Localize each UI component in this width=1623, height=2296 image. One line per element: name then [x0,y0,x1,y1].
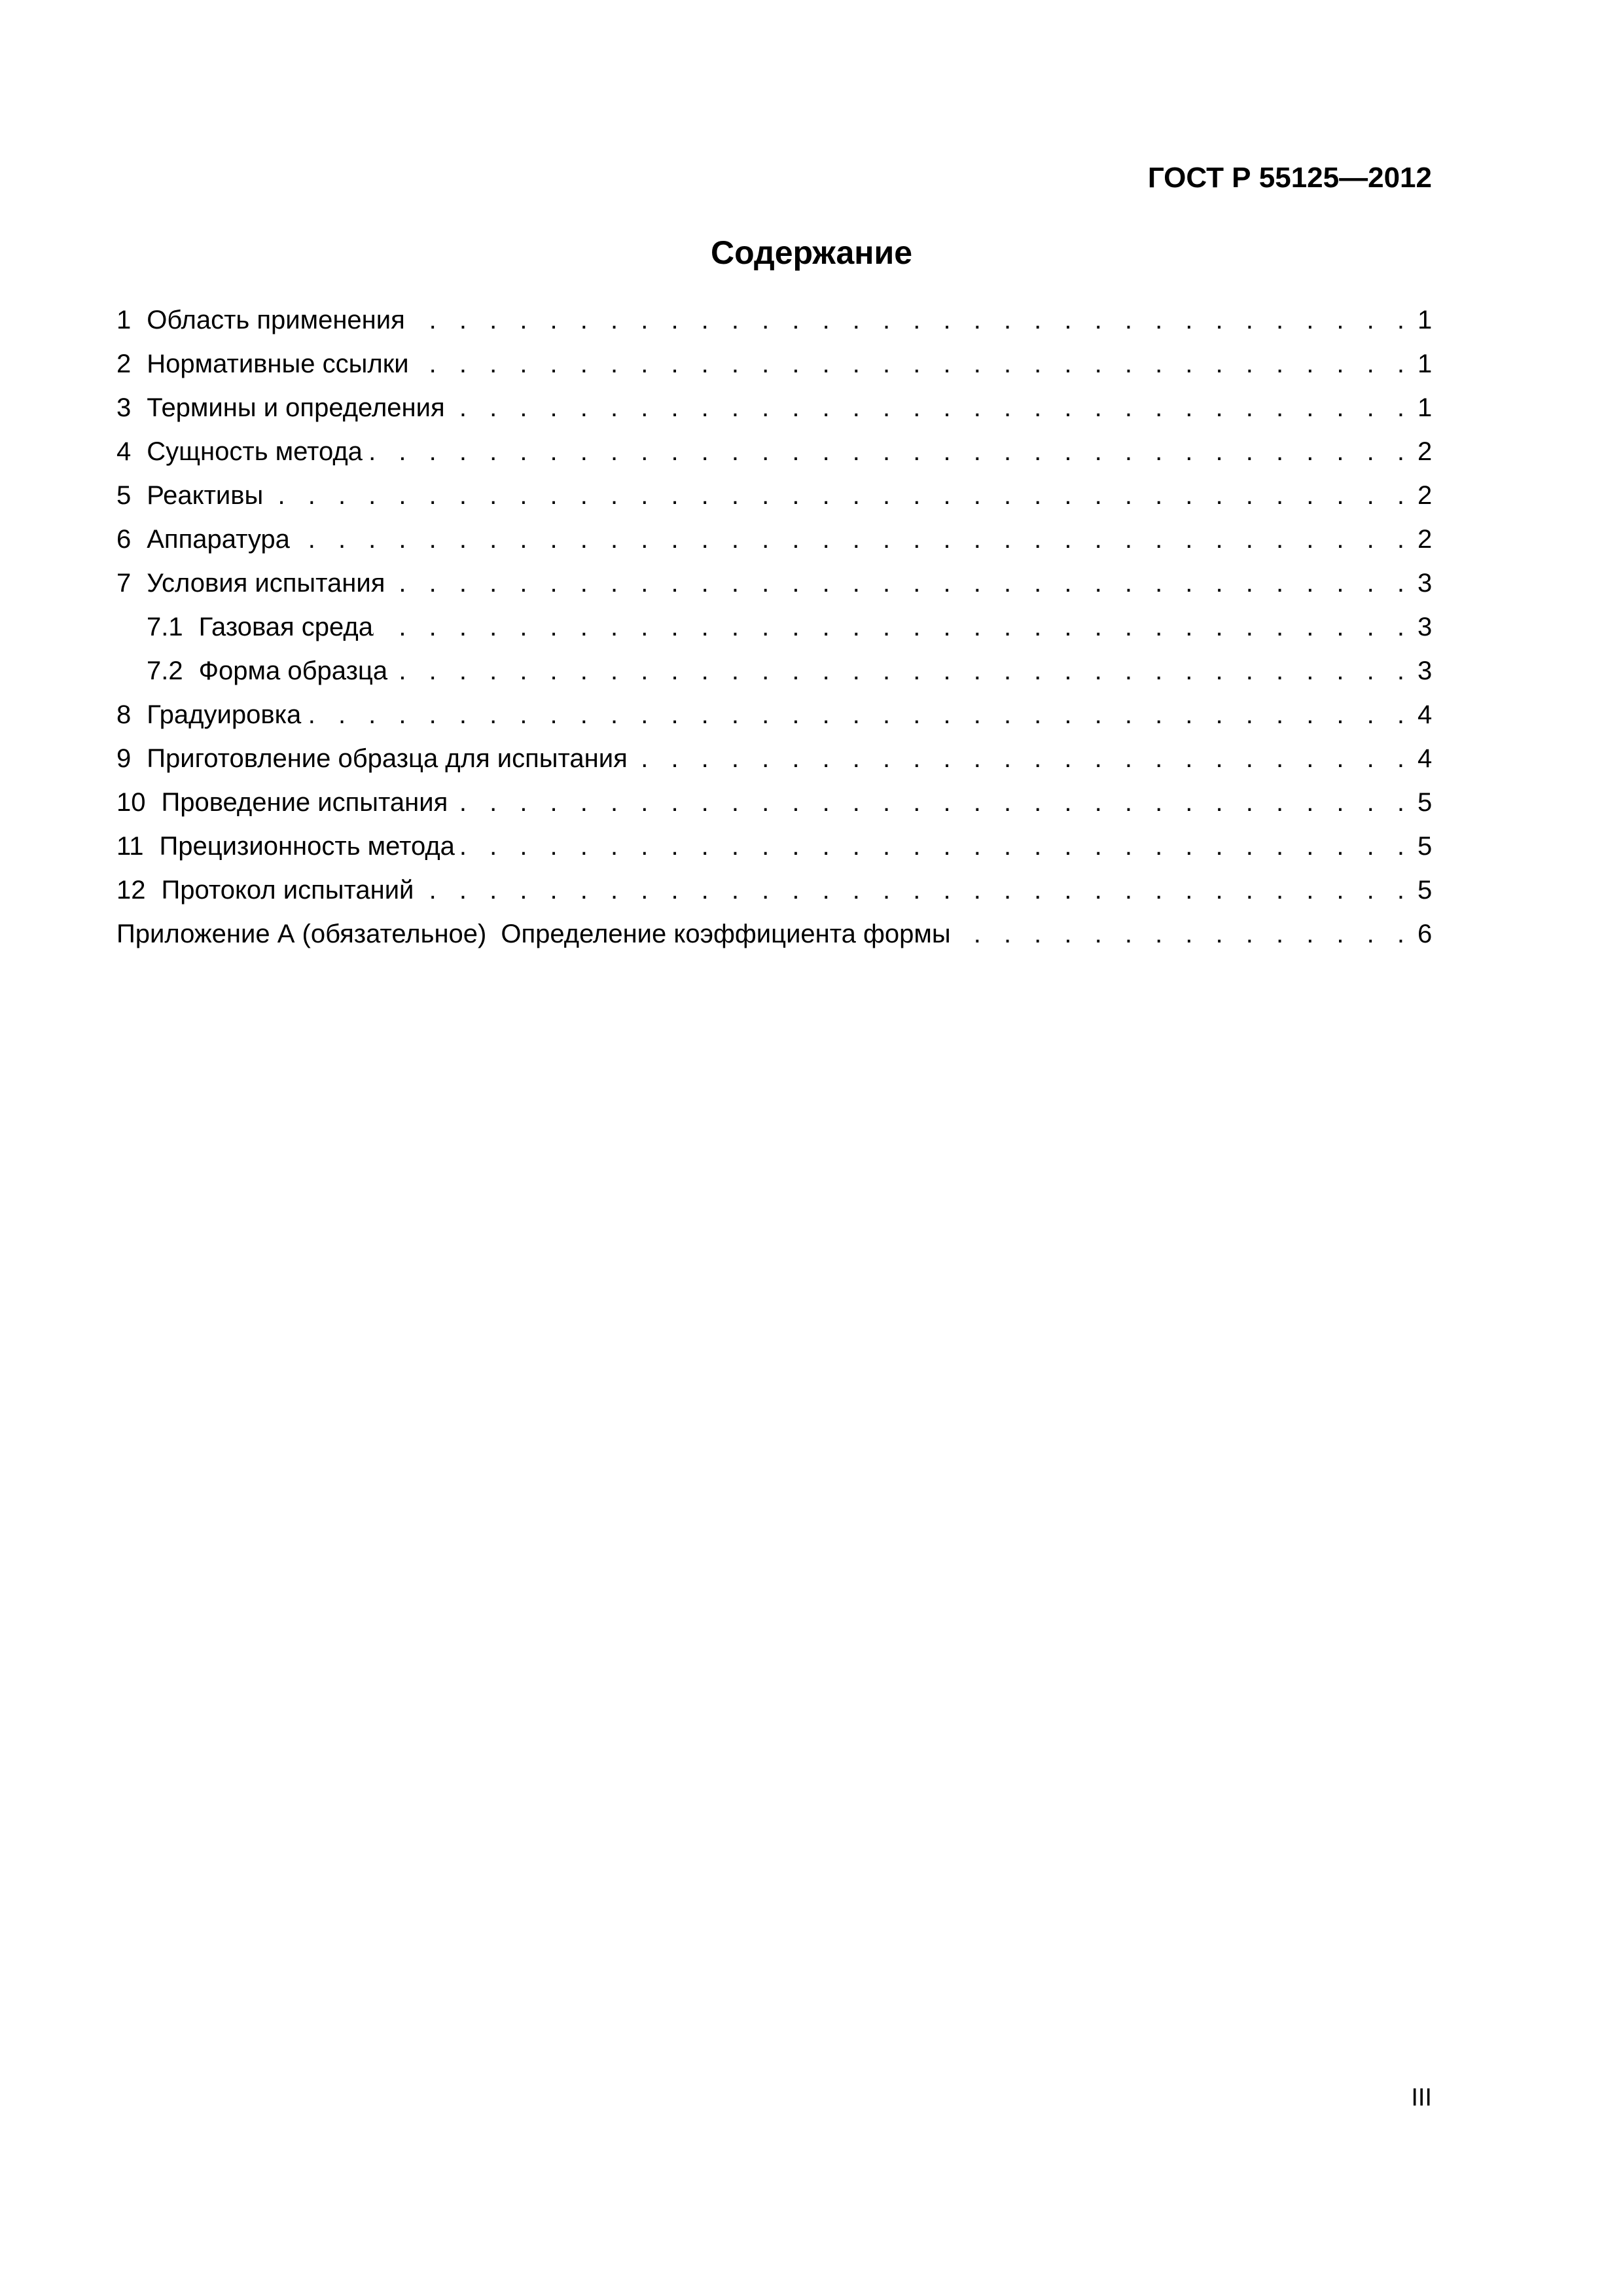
toc-entry-title: Термины и определения [147,393,445,422]
toc-leader-dots [385,562,1418,605]
toc-entry[interactable] [116,342,1432,386]
toc-leader-dots [951,912,1418,956]
toc-entry[interactable] [116,825,1432,869]
toc-entry-page: 3 [1418,656,1432,685]
toc-leader-dots [414,869,1418,912]
toc-entry[interactable] [116,474,1432,518]
toc-entry[interactable] [116,693,1432,737]
toc-entry-title: Приготовление образца для испытания [147,744,628,773]
toc-entry-number: 7.2 [147,656,183,685]
toc-entry-title: Газовая среда [198,613,373,641]
toc-entry-page: 5 [1418,788,1432,817]
toc-entry-title: Условия испытания [147,569,385,598]
toc-entry-number: 10 [116,788,146,817]
toc-appendix-title: Определение коэффициента формы [501,920,951,948]
toc-entry-page: 5 [1418,876,1432,905]
toc-leader-dots [628,737,1418,781]
toc-leader-dots [387,649,1418,693]
toc-subentry[interactable] [116,649,1432,693]
page-number: III [1411,2084,1432,2111]
toc-entry-number: 1 [116,306,132,334]
toc-entry[interactable] [116,737,1432,781]
toc-entry-title: Нормативные ссылки [147,350,409,378]
toc-entry-number: 2 [116,350,132,378]
toc-entry-title: Аппаратура [147,525,290,554]
toc-entry-number: 7 [116,569,132,598]
toc-entry-title: Область применения [147,306,405,334]
toc-leader-dots [290,518,1418,562]
toc-entry-page: 2 [1418,525,1432,554]
toc-entry-number: 6 [116,525,132,554]
toc-leader-dots [455,825,1418,869]
toc-entry-page: 2 [1418,437,1432,466]
toc-leader-dots [363,430,1418,474]
toc-appendix-label: Приложение А (обязательное) [116,920,487,948]
toc-entry-page: 4 [1418,744,1432,773]
toc-title: Содержание [710,234,913,271]
document-code: ГОСТ Р 55125—2012 [1147,162,1432,194]
toc-entry-page: 2 [1418,481,1432,510]
toc-leader-dots [263,474,1418,518]
toc-entry[interactable] [116,781,1432,825]
toc-entry-number: 11 [116,832,144,861]
toc-entry-title: Реактивы [147,481,264,510]
toc-entry-title: Прецизионность метода [159,832,455,861]
toc-entry-title: Сущность метода [147,437,363,466]
toc-entry[interactable] [116,518,1432,562]
toc-entry-title: Градуировка [147,700,302,729]
toc-leader-dots [373,605,1418,649]
toc-appendix-entry[interactable] [116,912,1432,956]
toc-entry-page: 1 [1418,393,1432,422]
toc-entry-page: 5 [1418,832,1432,861]
toc-entry[interactable] [116,562,1432,605]
toc-entry-number: 7.1 [147,613,183,641]
toc-entry-number: 3 [116,393,132,422]
toc-entry-page: 1 [1418,306,1432,334]
toc-entry-page: 1 [1418,350,1432,378]
toc-subentry[interactable] [116,605,1432,649]
toc-entry-title: Проведение испытания [161,788,448,817]
toc-entry[interactable] [116,430,1432,474]
toc-leader-dots [409,342,1418,386]
toc-entry-number: 12 [116,876,146,905]
toc-entry-page: 3 [1418,569,1432,598]
toc-leader-dots [445,386,1418,430]
toc-entry-number: 9 [116,744,132,773]
toc-entry-page: 4 [1418,700,1432,729]
table-of-contents [116,298,1432,956]
toc-entry[interactable] [116,298,1432,342]
toc-entry-number: 4 [116,437,132,466]
toc-leader-dots [448,781,1418,825]
toc-entry-page: 3 [1418,613,1432,641]
toc-entry-number: 5 [116,481,132,510]
toc-leader-dots [405,298,1418,342]
toc-entry-title: Протокол испытаний [161,876,414,905]
toc-entry-number: 8 [116,700,132,729]
toc-entry[interactable] [116,386,1432,430]
toc-entry[interactable] [116,869,1432,912]
toc-entry-title: Форма образца [198,656,388,685]
toc-entry-page: 6 [1418,920,1432,948]
toc-leader-dots [301,693,1418,737]
